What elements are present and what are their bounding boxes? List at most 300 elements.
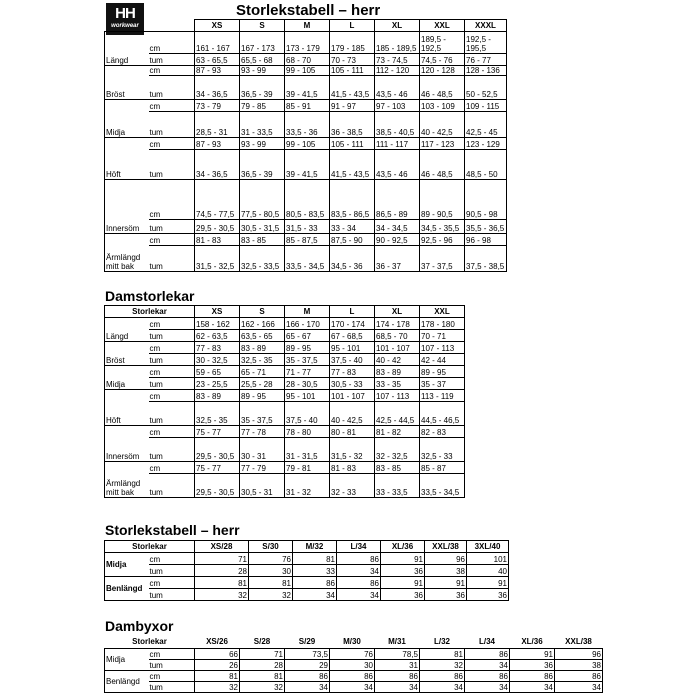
size-value-cm: 101 - 107	[330, 390, 375, 402]
size-value-tum: 48,5 - 50	[465, 150, 507, 180]
size-header-label: Storlekar	[105, 306, 195, 318]
size-value-cm: 85 - 91	[285, 100, 330, 112]
size-value-tum: 23 - 25,5	[195, 378, 240, 390]
size-value-cm: 174 - 178	[375, 318, 420, 330]
size-value-cm: 86,5 - 89	[375, 180, 420, 220]
size-value-tum: 33 - 35	[375, 378, 420, 390]
size-value-tum: 31,5 - 33	[285, 220, 330, 234]
size-value-cm: 77,5 - 80,5	[240, 180, 285, 220]
size-value-tum: 28	[240, 659, 285, 670]
size-header: L	[330, 20, 375, 32]
size-value-tum: 42 - 44	[420, 354, 465, 366]
measure-label: Ärmlängd mitt bak	[105, 234, 149, 272]
size-value-tum: 32	[240, 681, 285, 692]
size-value-cm: 65 - 71	[240, 366, 285, 378]
unit-cm: cm	[149, 366, 195, 378]
size-value-cm: 89 - 95	[240, 390, 285, 402]
size-header: XL/36	[381, 541, 425, 553]
size-value-cm: 91	[425, 577, 467, 589]
size-value-cm: 79 - 81	[285, 462, 330, 474]
size-value-tum: 34	[293, 589, 337, 601]
men-trousers-table	[104, 540, 509, 601]
size-value-cm: 158 - 162	[195, 318, 240, 330]
men-trousers-title: Storlekstabell – herr	[105, 522, 240, 538]
size-value-tum: 25,5 - 28	[240, 378, 285, 390]
size-header: XS/26	[206, 637, 228, 647]
unit-cm: cm	[149, 342, 195, 354]
size-value-tum: 31 - 32	[285, 474, 330, 498]
size-value-cm: 93 - 99	[240, 66, 285, 76]
size-value-cm: 95 - 101	[330, 342, 375, 354]
size-header: XXXL	[465, 20, 507, 32]
unit-cm: cm	[149, 462, 195, 474]
measure-label: Benlängd	[105, 577, 149, 601]
size-value-cm: 77 - 78	[240, 426, 285, 438]
size-value-tum: 34	[420, 681, 465, 692]
size-value-tum: 30 - 32,5	[195, 354, 240, 366]
logo-mark: HH	[115, 5, 135, 22]
size-value-cm: 87 - 93	[195, 138, 240, 150]
size-value-cm: 71	[240, 648, 285, 659]
measure-label: Innersöm	[105, 426, 149, 462]
size-value-cm: 75 - 77	[195, 426, 240, 438]
size-value-cm: 78 - 80	[285, 426, 330, 438]
logo-workwear: workwear	[111, 23, 139, 29]
measure-label: Höft	[105, 390, 149, 426]
unit-cm: cm	[149, 138, 195, 150]
size-value-cm: 81	[249, 577, 293, 589]
unit-cm: cm	[149, 66, 195, 76]
size-value-tum: 30,5 - 31,5	[240, 220, 285, 234]
unit-tum: tum	[149, 54, 195, 66]
size-value-tum: 36	[510, 659, 555, 670]
size-header: M/32	[293, 541, 337, 553]
measure-label: Midja	[105, 553, 149, 577]
size-value-tum: 39 - 41,5	[285, 150, 330, 180]
size-value-cm: 89 - 95	[420, 366, 465, 378]
unit-tum: tum	[149, 659, 195, 670]
measure-label: Längd	[105, 32, 149, 66]
size-value-tum: 33,5 - 34,5	[285, 246, 330, 272]
size-value-cm: 90 - 92,5	[375, 234, 420, 246]
size-value-tum: 32	[195, 589, 249, 601]
size-value-tum: 31,5 - 32,5	[195, 246, 240, 272]
size-value-tum: 33,5 - 34,5	[420, 474, 465, 498]
size-value-tum: 46 - 48,5	[420, 150, 465, 180]
size-value-cm: 91	[510, 648, 555, 659]
unit-cm: cm	[149, 553, 195, 565]
size-value-cm: 109 - 115	[465, 100, 507, 112]
size-value-tum: 26	[195, 659, 240, 670]
size-value-tum: 36,5 - 39	[240, 150, 285, 180]
size-value-cm: 85 - 87,5	[285, 234, 330, 246]
size-value-tum: 30	[330, 659, 375, 670]
size-value-cm: 91	[381, 553, 425, 565]
size-value-tum: 38	[425, 565, 467, 577]
size-value-tum: 32	[195, 681, 240, 692]
size-header: XS	[195, 20, 240, 32]
size-value-cm: 66	[195, 648, 240, 659]
size-value-tum: 39 - 41,5	[285, 76, 330, 100]
unit-tum: tum	[149, 354, 195, 366]
size-value-cm: 91	[381, 577, 425, 589]
size-value-tum: 34	[465, 681, 510, 692]
unit-cm: cm	[149, 318, 195, 330]
size-value-tum: 40 - 42	[375, 354, 420, 366]
size-value-tum: 43,5 - 46	[375, 76, 420, 100]
size-value-tum: 68 - 70	[285, 54, 330, 66]
women-size-table	[104, 305, 465, 498]
size-value-cm: 86	[293, 577, 337, 589]
size-header: L/32	[433, 637, 450, 647]
size-header: XL/36	[521, 637, 543, 647]
size-value-tum: 46 - 48,5	[420, 76, 465, 100]
size-value-cm: 91	[467, 577, 509, 589]
size-value-cm: 80 - 81	[330, 426, 375, 438]
size-value-cm: 96 - 98	[465, 234, 507, 246]
size-value-cm: 81	[293, 553, 337, 565]
size-value-cm: 81	[195, 577, 249, 589]
size-value-tum: 33,5 - 36	[285, 112, 330, 138]
size-value-tum: 34 - 36,5	[195, 76, 240, 100]
size-value-tum: 34 - 34,5	[375, 220, 420, 234]
size-header: XS	[195, 306, 240, 318]
size-value-tum: 29	[285, 659, 330, 670]
size-value-cm: 71	[195, 553, 249, 565]
size-value-cm: 96	[555, 648, 603, 659]
size-value-tum: 35 - 37	[420, 378, 465, 390]
size-value-tum: 38,5 - 40,5	[375, 112, 420, 138]
size-value-tum: 36 - 37	[375, 246, 420, 272]
size-value-tum: 31 - 31,5	[285, 438, 330, 462]
size-value-cm: 86	[555, 670, 603, 681]
size-value-tum: 70 - 73	[330, 54, 375, 66]
size-value-cm: 77 - 83	[330, 366, 375, 378]
unit-tum: tum	[149, 589, 195, 601]
size-value-tum: 33 - 33,5	[375, 474, 420, 498]
unit-tum: tum	[149, 474, 195, 498]
size-header: S/29	[298, 637, 316, 647]
size-value-tum: 44,5 - 46,5	[420, 402, 465, 426]
size-value-cm: 123 - 129	[465, 138, 507, 150]
size-value-cm: 117 - 123	[420, 138, 465, 150]
size-value-tum: 36	[381, 565, 425, 577]
size-value-cm: 81	[195, 670, 240, 681]
men-size-table	[104, 19, 507, 272]
size-value-cm: 71 - 77	[285, 366, 330, 378]
unit-tum: tum	[149, 402, 195, 426]
size-header: XXL/38	[565, 637, 592, 647]
unit-cm: cm	[149, 180, 195, 220]
measure-label: Bröst	[105, 342, 149, 366]
size-value-tum: 29,5 - 30,5	[195, 220, 240, 234]
size-value-cm: 99 - 105	[285, 138, 330, 150]
size-header: 3XL/40	[467, 541, 509, 553]
size-header: S	[240, 20, 285, 32]
size-value-cm: 83,5 - 86,5	[330, 180, 375, 220]
size-value-tum: 41,5 - 43,5	[330, 150, 375, 180]
size-value-tum: 34	[285, 681, 330, 692]
unit-cm: cm	[149, 648, 195, 659]
unit-cm: cm	[149, 577, 195, 589]
size-value-tum: 37,5 - 40	[330, 354, 375, 366]
size-value-cm: 83 - 89	[195, 390, 240, 402]
size-value-tum: 36	[425, 589, 467, 601]
size-value-tum: 42,5 - 44,5	[375, 402, 420, 426]
size-value-cm: 107 - 113	[375, 390, 420, 402]
size-value-cm: 75 - 77	[195, 462, 240, 474]
size-value-tum: 35 - 37,5	[240, 402, 285, 426]
size-value-tum: 32,5 - 35	[240, 354, 285, 366]
size-value-tum: 36	[467, 589, 509, 601]
size-value-cm: 86	[420, 670, 465, 681]
size-value-cm: 86	[337, 577, 381, 589]
size-value-tum: 28,5 - 31	[195, 112, 240, 138]
size-value-cm: 81	[420, 648, 465, 659]
size-value-cm: 79 - 85	[240, 100, 285, 112]
size-header: XL	[375, 306, 420, 318]
women-trousers-table	[104, 636, 603, 693]
size-value-tum: 65,5 - 68	[240, 54, 285, 66]
size-value-tum: 29,5 - 30,5	[195, 438, 240, 462]
size-value-tum: 38	[555, 659, 603, 670]
size-value-cm: 83 - 89	[240, 342, 285, 354]
size-value-tum: 35,5 - 36,5	[465, 220, 507, 234]
size-value-cm: 101 - 107	[375, 342, 420, 354]
size-value-cm: 90,5 - 98	[465, 180, 507, 220]
size-value-tum: 70 - 71	[420, 330, 465, 342]
unit-tum: tum	[149, 112, 195, 138]
size-value-cm: 179 - 185	[330, 32, 375, 54]
size-value-tum: 32,5 - 33	[420, 438, 465, 462]
size-value-cm: 93 - 99	[240, 138, 285, 150]
size-value-cm: 81	[240, 670, 285, 681]
size-value-tum: 34,5 - 35,5	[420, 220, 465, 234]
size-header: M/31	[388, 637, 406, 647]
size-value-cm: 107 - 113	[420, 342, 465, 354]
size-value-tum: 37,5 - 38,5	[465, 246, 507, 272]
unit-tum: tum	[149, 76, 195, 100]
size-value-cm: 128 - 136	[465, 66, 507, 76]
size-value-cm: 86	[465, 648, 510, 659]
size-value-cm: 86	[330, 670, 375, 681]
size-value-cm: 185 - 189,5	[375, 32, 420, 54]
size-header: M	[285, 306, 330, 318]
size-value-tum: 36 - 38,5	[330, 112, 375, 138]
size-value-cm: 86	[465, 670, 510, 681]
size-value-cm: 77 - 79	[240, 462, 285, 474]
size-value-cm: 173 - 179	[285, 32, 330, 54]
size-value-cm: 95 - 101	[285, 390, 330, 402]
size-value-tum: 32,5 - 35	[195, 402, 240, 426]
women-trousers-title: Dambyxor	[105, 618, 174, 634]
size-value-tum: 33	[293, 565, 337, 577]
unit-tum: tum	[149, 330, 195, 342]
size-value-cm: 161 - 167	[195, 32, 240, 54]
size-value-cm: 74,5 - 77,5	[195, 180, 240, 220]
size-value-cm: 111 - 117	[375, 138, 420, 150]
size-header: S/28	[253, 637, 271, 647]
size-value-cm: 81 - 83	[330, 462, 375, 474]
size-header: M/30	[343, 637, 361, 647]
measure-label: Ärmlängd mitt bak	[105, 462, 149, 498]
size-header-label: Storlekar	[105, 541, 195, 553]
unit-tum: tum	[149, 378, 195, 390]
size-value-tum: 32 - 33	[330, 474, 375, 498]
size-value-tum: 31	[375, 659, 420, 670]
unit-cm: cm	[149, 100, 195, 112]
size-value-tum: 34	[330, 681, 375, 692]
size-header: XXL	[420, 306, 465, 318]
size-value-tum: 73 - 74,5	[375, 54, 420, 66]
unit-cm: cm	[149, 32, 195, 54]
men-size-title: Storlekstabell – herr	[236, 2, 381, 19]
unit-tum: tum	[149, 438, 195, 462]
size-value-tum: 34	[337, 589, 381, 601]
size-value-tum: 31 - 33,5	[240, 112, 285, 138]
unit-tum: tum	[149, 246, 195, 272]
size-value-tum: 30,5 - 33	[330, 378, 375, 390]
size-value-cm: 120 - 128	[420, 66, 465, 76]
size-value-cm: 192,5 - 195,5	[465, 32, 507, 54]
size-value-cm: 178 - 180	[420, 318, 465, 330]
size-value-cm: 101	[467, 553, 509, 565]
size-value-tum: 30	[249, 565, 293, 577]
size-value-tum: 62 - 63,5	[195, 330, 240, 342]
unit-tum: tum	[149, 681, 195, 692]
size-value-cm: 81 - 83	[195, 234, 240, 246]
size-value-tum: 50 - 52,5	[465, 76, 507, 100]
size-value-tum: 32,5 - 33,5	[240, 246, 285, 272]
size-header: S	[240, 306, 285, 318]
size-value-tum: 65 - 67	[285, 330, 330, 342]
size-value-tum: 34	[465, 659, 510, 670]
size-value-tum: 32	[420, 659, 465, 670]
size-value-tum: 34 - 36,5	[195, 150, 240, 180]
size-value-tum: 28	[195, 565, 249, 577]
size-value-tum: 67 - 68,5	[330, 330, 375, 342]
size-value-cm: 112 - 120	[375, 66, 420, 76]
size-value-tum: 40	[467, 565, 509, 577]
size-value-tum: 36,5 - 39	[240, 76, 285, 100]
size-value-tum: 36	[381, 589, 425, 601]
size-value-cm: 167 - 173	[240, 32, 285, 54]
size-value-cm: 83 - 85	[240, 234, 285, 246]
size-value-tum: 63,5 - 65	[240, 330, 285, 342]
size-header: XL	[375, 20, 420, 32]
size-value-cm: 170 - 174	[330, 318, 375, 330]
size-value-cm: 86	[337, 553, 381, 565]
size-value-cm: 113 - 119	[420, 390, 465, 402]
size-value-tum: 35 - 37,5	[285, 354, 330, 366]
size-value-cm: 83 - 85	[375, 462, 420, 474]
measure-label: Benlängd	[105, 670, 149, 692]
women-size-title: Damstorlekar	[105, 288, 195, 304]
measure-label: Midja	[105, 366, 149, 390]
size-value-tum: 31,5 - 32	[330, 438, 375, 462]
size-value-cm: 73 - 79	[195, 100, 240, 112]
size-value-cm: 87,5 - 90	[330, 234, 375, 246]
size-value-cm: 73,5	[285, 648, 330, 659]
size-value-tum: 42,5 - 45	[465, 112, 507, 138]
size-value-cm: 89 - 95	[285, 342, 330, 354]
size-header-label	[105, 20, 195, 32]
measure-label: Höft	[105, 138, 149, 180]
size-value-cm: 99 - 105	[285, 66, 330, 76]
measure-label: Midja	[105, 648, 149, 670]
size-value-tum: 37 - 37,5	[420, 246, 465, 272]
unit-tum: tum	[149, 565, 195, 577]
size-value-cm: 105 - 111	[330, 66, 375, 76]
size-value-cm: 162 - 166	[240, 318, 285, 330]
size-value-tum: 29,5 - 30,5	[195, 474, 240, 498]
size-value-cm: 78,5	[375, 648, 420, 659]
measure-label: Längd	[105, 318, 149, 342]
size-value-cm: 76	[330, 648, 375, 659]
size-header: L/34	[478, 637, 495, 647]
size-value-cm: 86	[375, 670, 420, 681]
size-value-cm: 80,5 - 83,5	[285, 180, 330, 220]
size-value-cm: 82 - 83	[420, 426, 465, 438]
size-header: S/30	[249, 541, 293, 553]
size-header-label: Storlekar	[132, 637, 167, 647]
size-value-cm: 85 - 87	[420, 462, 465, 474]
size-value-tum: 34	[375, 681, 420, 692]
size-value-tum: 30 - 31	[240, 438, 285, 462]
size-value-tum: 40 - 42,5	[330, 402, 375, 426]
size-value-tum: 33 - 34	[330, 220, 375, 234]
size-value-cm: 86	[285, 670, 330, 681]
size-value-cm: 86	[510, 670, 555, 681]
size-value-tum: 76 - 77	[465, 54, 507, 66]
size-header: XS/28	[195, 541, 249, 553]
size-value-cm: 81 - 82	[375, 426, 420, 438]
size-header: L/34	[337, 541, 381, 553]
size-value-tum: 34	[510, 681, 555, 692]
size-value-tum: 32 - 32,5	[375, 438, 420, 462]
size-value-cm: 92,5 - 96	[420, 234, 465, 246]
size-value-cm: 76	[249, 553, 293, 565]
size-value-cm: 97 - 103	[375, 100, 420, 112]
size-value-cm: 83 - 89	[375, 366, 420, 378]
size-value-cm: 96	[425, 553, 467, 565]
size-value-cm: 59 - 65	[195, 366, 240, 378]
size-header: XXL	[420, 20, 465, 32]
size-value-tum: 68,5 - 70	[375, 330, 420, 342]
size-value-cm: 105 - 111	[330, 138, 375, 150]
size-value-tum: 32	[249, 589, 293, 601]
unit-cm: cm	[149, 390, 195, 402]
size-value-tum: 43,5 - 46	[375, 150, 420, 180]
unit-cm: cm	[149, 426, 195, 438]
unit-tum: tum	[149, 150, 195, 180]
size-value-cm: 89 - 90,5	[420, 180, 465, 220]
size-value-tum: 28 - 30,5	[285, 378, 330, 390]
size-header: XXL/38	[425, 541, 467, 553]
size-value-cm: 87 - 93	[195, 66, 240, 76]
size-value-cm: 91 - 97	[330, 100, 375, 112]
measure-label: Midja	[105, 100, 149, 138]
size-header: M	[285, 20, 330, 32]
size-value-tum: 34,5 - 36	[330, 246, 375, 272]
size-value-cm: 103 - 109	[420, 100, 465, 112]
size-value-tum: 30,5 - 31	[240, 474, 285, 498]
size-header: L	[330, 306, 375, 318]
size-value-tum: 74,5 - 76	[420, 54, 465, 66]
size-value-tum: 37,5 - 40	[285, 402, 330, 426]
measure-label: Innersöm	[105, 180, 149, 234]
unit-cm: cm	[149, 670, 195, 681]
